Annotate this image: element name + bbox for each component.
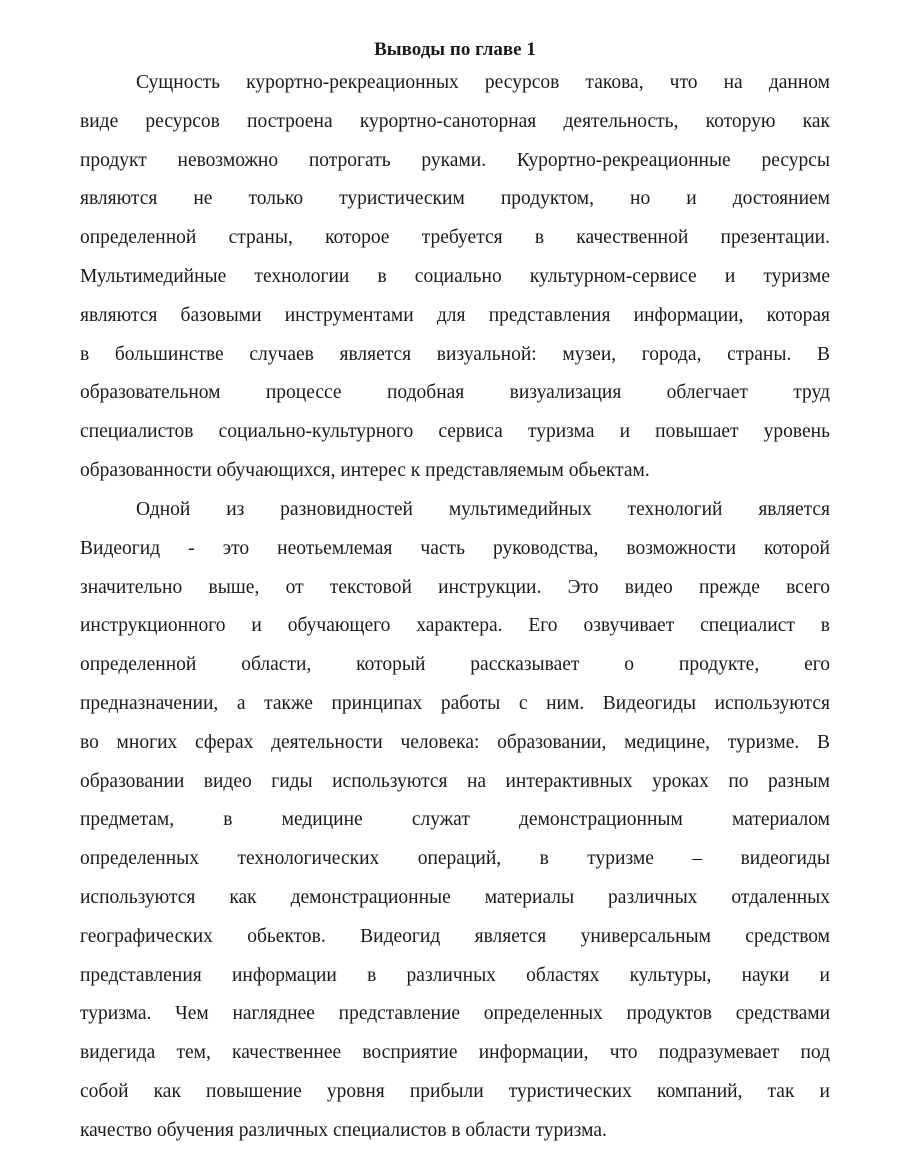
text-line: продукт невозможно потрогать руками. Курортно-рекреационные ресурсы	[80, 149, 830, 171]
text-line: Сущность курортно-рекреационных ресурсов такова, что на данном	[136, 72, 830, 93]
text-line: предметам, в медицине служат демонстрационным материалом	[80, 809, 830, 831]
text-line: специалистов социально-культурного сервиса туризма и повышает уровень	[80, 421, 830, 443]
text-line: являются не только туристическим продуктом, но и достоянием	[80, 188, 830, 210]
text-line: в большинстве случаев является визуальной: музеи, города, страны. В	[80, 343, 830, 365]
paragraph-1	[80, 64, 830, 491]
text-line: видегида тем, качественнее восприятие информации, что подразумевает под	[80, 1042, 830, 1064]
paragraph-2	[80, 491, 830, 1151]
text-line: собой как повышение уровня прибыли туристических компаний, так и	[80, 1080, 830, 1102]
text-line: значительно выше, от текстовой инструкции. Это видео прежде всего	[80, 576, 830, 598]
text-line: являются базовыми инструментами для представления информации, которая	[80, 304, 830, 326]
text-line: определенной области, который рассказывает о продукте, его	[80, 654, 830, 676]
text-line: образовательном процессе подобная визуализация облегчает труд	[80, 382, 830, 404]
text-line: инструкционного и обучающего характера. Его озвучивает специалист в	[80, 615, 830, 637]
text-line: Видеогид - это неотьемлемая часть руководства, возможности которой	[80, 537, 830, 559]
text-line: представления информации в различных областях культуры, науки и	[80, 964, 830, 986]
text-line: определенной страны, которое требуется в качественной презентации.	[80, 227, 830, 249]
text-line: Одной из разновидностей мультимедийных технологий является	[136, 499, 830, 520]
text-line: туризма. Чем нагляднее представление определенных продуктов средствами	[80, 1003, 830, 1025]
page-title: Выводы по главе 1	[374, 39, 536, 60]
text-line: определенных технологических операций, в туризме – видеогиды	[80, 848, 830, 870]
text-line: образовании видео гиды используются на интерактивных уроках по разным	[80, 770, 830, 792]
text-line: Мультимедийные технологии в социально культурном-сервисе и туризме	[80, 265, 830, 287]
text-line: предназначении, а также принципах работы с ним. Видеогиды используются	[80, 692, 830, 714]
text-line: качество обучения различных специалистов в области туризма.	[80, 1119, 607, 1141]
text-line: во многих сферах деятельности человека: образовании, медицине, туризме. В	[80, 731, 830, 753]
text-line: образованности обучающихся, интерес к представляемым обьектам.	[80, 459, 650, 481]
text-line: виде ресурсов построена курортно-саноторная деятельность, которую как	[80, 110, 830, 132]
text-line: географических обьектов. Видеогид является универсальным средством	[80, 925, 830, 947]
text-line: используются как демонстрационные материалы различных отдаленных	[80, 886, 830, 908]
